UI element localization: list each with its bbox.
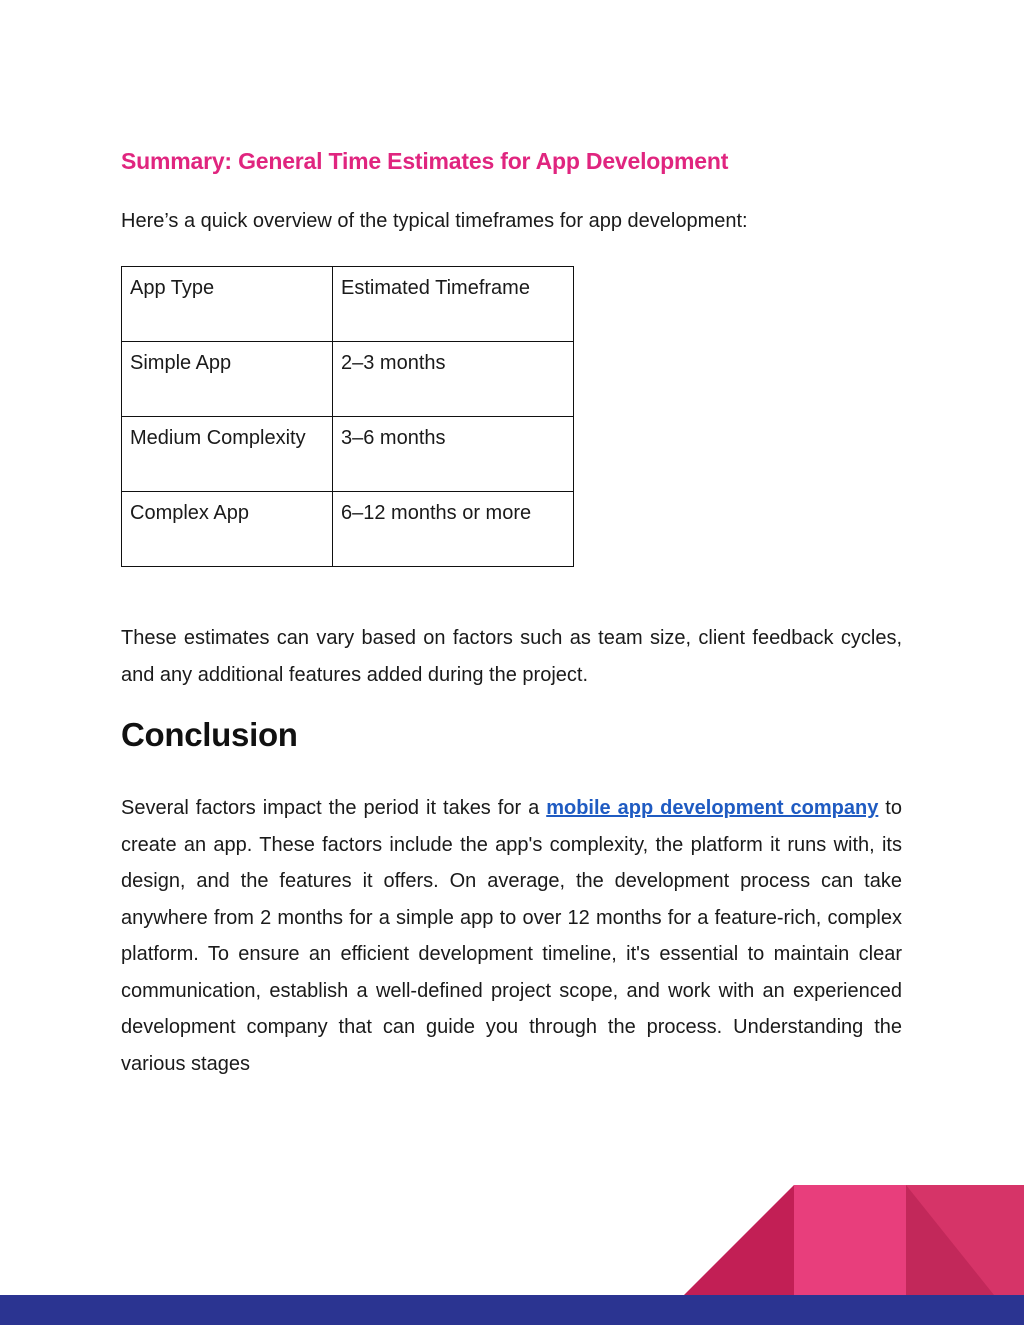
summary-intro: Here’s a quick overview of the typical timeframes for app development:	[121, 210, 748, 232]
table-header-cell: Estimated Timeframe	[333, 267, 574, 342]
table-cell: Complex App	[122, 492, 333, 567]
table-cell: 6–12 months or more	[333, 492, 574, 567]
table-cell: Medium Complexity	[122, 417, 333, 492]
table-header-row	[122, 267, 574, 342]
table-row	[122, 342, 574, 417]
table-row	[122, 492, 574, 567]
timeframe-table	[121, 266, 574, 567]
conclusion-text-start: Several factors impact the period it takes for a	[121, 797, 547, 819]
estimates-note: These estimates can vary based on factors such as team size, client feedback cycles, and any additional features added during the project.	[121, 627, 902, 686]
table-cell: 3–6 months	[333, 417, 574, 492]
table-row	[122, 417, 574, 492]
table-cell: 2–3 months	[333, 342, 574, 417]
corner-decoration	[684, 1185, 1024, 1295]
deco-triangle	[684, 1185, 794, 1295]
conclusion-heading: Conclusion	[121, 716, 298, 753]
table-cell: Simple App	[122, 342, 333, 417]
table-header-cell: App Type	[122, 267, 333, 342]
conclusion-text-rest: to create an app. These factors include the app's complexity, the platform it runs with, its design, and the features it offers. On average, the development process can take anywhere from 2 months for a simple app to over 12 months for a feature-rich, complex platform. To ensure an efficient development timeline, it's essential to maintain clear communication, establish a well-defined project scope, and work with an experienced development company that can guide you through the process. Understanding the various stages	[121, 797, 902, 1075]
footer-bar	[0, 1295, 1024, 1325]
mobile-app-development-link[interactable]: mobile app development company	[546, 797, 879, 819]
deco-block	[794, 1185, 906, 1295]
conclusion-paragraph	[121, 790, 902, 1082]
summary-heading: Summary: General Time Estimates for App Development	[121, 148, 729, 174]
